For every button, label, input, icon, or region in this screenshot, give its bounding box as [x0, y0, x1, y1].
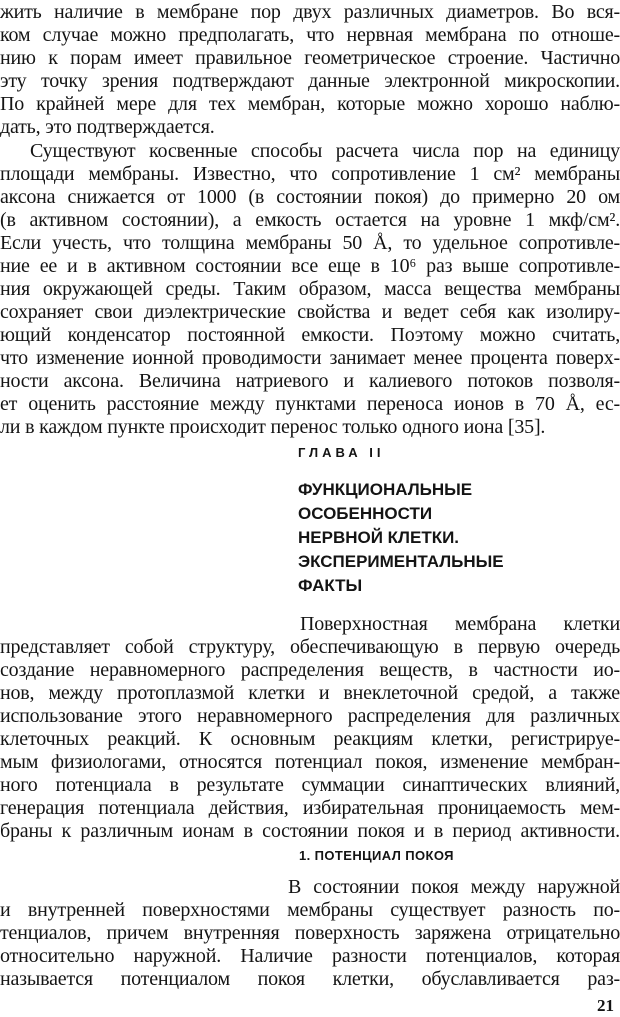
- text-line: аксона снижается от 1000 (в состоянии покоя) до примерно 20 ом: [0, 186, 620, 208]
- text-line: В состоянии покоя между наружной: [288, 876, 620, 898]
- text-line: ности аксона. Величина натриевого и калиевого потоков позволя-: [0, 370, 620, 392]
- chapter-title-line: ФАКТЫ: [298, 576, 363, 595]
- text-line: ния окружающей среды. Таким образом, масса вещества мембраны: [0, 278, 620, 300]
- page-number: 21: [597, 996, 614, 1015]
- text-line: дать, это подтверждается.: [0, 116, 215, 138]
- text-line: Если учесть, что толщина мембраны 50 Å, то удельное сопротивле-: [0, 232, 620, 254]
- text-line: относительно наружной. Наличие разности потенциалов, которая: [0, 945, 620, 967]
- text-line: использование этого неравномерного распределения для различных: [0, 705, 620, 727]
- text-line: тенциалов, причем внутренняя поверхность заряжена отрицательно: [0, 922, 620, 944]
- text-line: ние ее и в активном состоянии все еще в 10⁶ раз выше сопротивле-: [0, 255, 620, 277]
- text-line: создание неравномерного распределения веществ, в частности ио-: [0, 659, 620, 681]
- text-line: сохраняет свои диэлектрические свойства и ведет себя как изолиру-: [0, 301, 620, 323]
- text-line: ком случае можно предполагать, что нервная мембрана по отноше-: [0, 24, 620, 46]
- text-line: нов, между протоплазмой клетки и внеклеточной средой, а также: [0, 682, 620, 704]
- text-line: ет оценить расстояние между пунктами переноса ионов в 70 Å, ес-: [0, 393, 620, 415]
- text-line: клеточных реакций. К основным реакциям клетки, регистрируе-: [0, 728, 620, 750]
- text-line: Существуют косвенные способы расчета числа пор на единицу: [30, 140, 620, 162]
- chapter-title-line: ЭКСПЕРИМЕНТАЛЬНЫЕ: [298, 552, 504, 571]
- text-line: Поверхностная мембрана клетки: [300, 613, 620, 635]
- text-line: и внутренней поверхностями мембраны существует разность по-: [0, 899, 620, 921]
- text-line: называется потенциалом покоя клетки, обуславливается раз-: [0, 968, 620, 990]
- text-line: нию к порам имеет правильное геометрическое строение. Частично: [0, 47, 620, 69]
- text-line: генерация потенциала действия, избирательная проницаемость мем-: [0, 797, 620, 819]
- text-line: площади мембраны. Известно, что сопротивление 1 см² мембраны: [0, 163, 620, 185]
- chapter-title-line: ОСОБЕННОСТИ: [298, 504, 433, 523]
- text-line: По крайней мере для тех мембран, которые можно хорошо наблю-: [0, 93, 620, 115]
- chapter-title-line: НЕРВНОЙ КЛЕТКИ.: [298, 528, 460, 547]
- text-line: ющий конденсатор постоянной емкости. Поэтому можно считать,: [0, 324, 620, 346]
- text-line: представляет собой структуру, обеспечивающую в первую очередь: [0, 636, 620, 658]
- chapter-title-line: ФУНКЦИОНАЛЬНЫЕ: [298, 480, 473, 499]
- text-line: ного потенциала в результате суммации синаптических влияний,: [0, 774, 620, 796]
- text-line: браны к различным ионам в состоянии покоя и в период активности.: [0, 820, 620, 842]
- text-line: жить наличие в мембране пор двух различных диаметров. Во вся-: [0, 1, 620, 23]
- text-line: мым физиологами, относятся потенциал покоя, изменение мембран-: [0, 751, 620, 773]
- text-line: эту точку зрения подтверждают данные электронной микроскопии.: [0, 70, 620, 92]
- text-line: что изменение ионной проводимости занимает менее процента поверх-: [0, 347, 620, 369]
- text-line: (в активном состоянии), а емкость остается на уровне 1 мкф/см².: [0, 209, 620, 231]
- chapter-label: ГЛАВА II: [298, 445, 385, 460]
- text-line: ли в каждом пункте происходит перенос только одного иона [35].: [0, 416, 546, 438]
- section-title: 1. ПОТЕНЦИАЛ ПОКОЯ: [299, 848, 454, 863]
